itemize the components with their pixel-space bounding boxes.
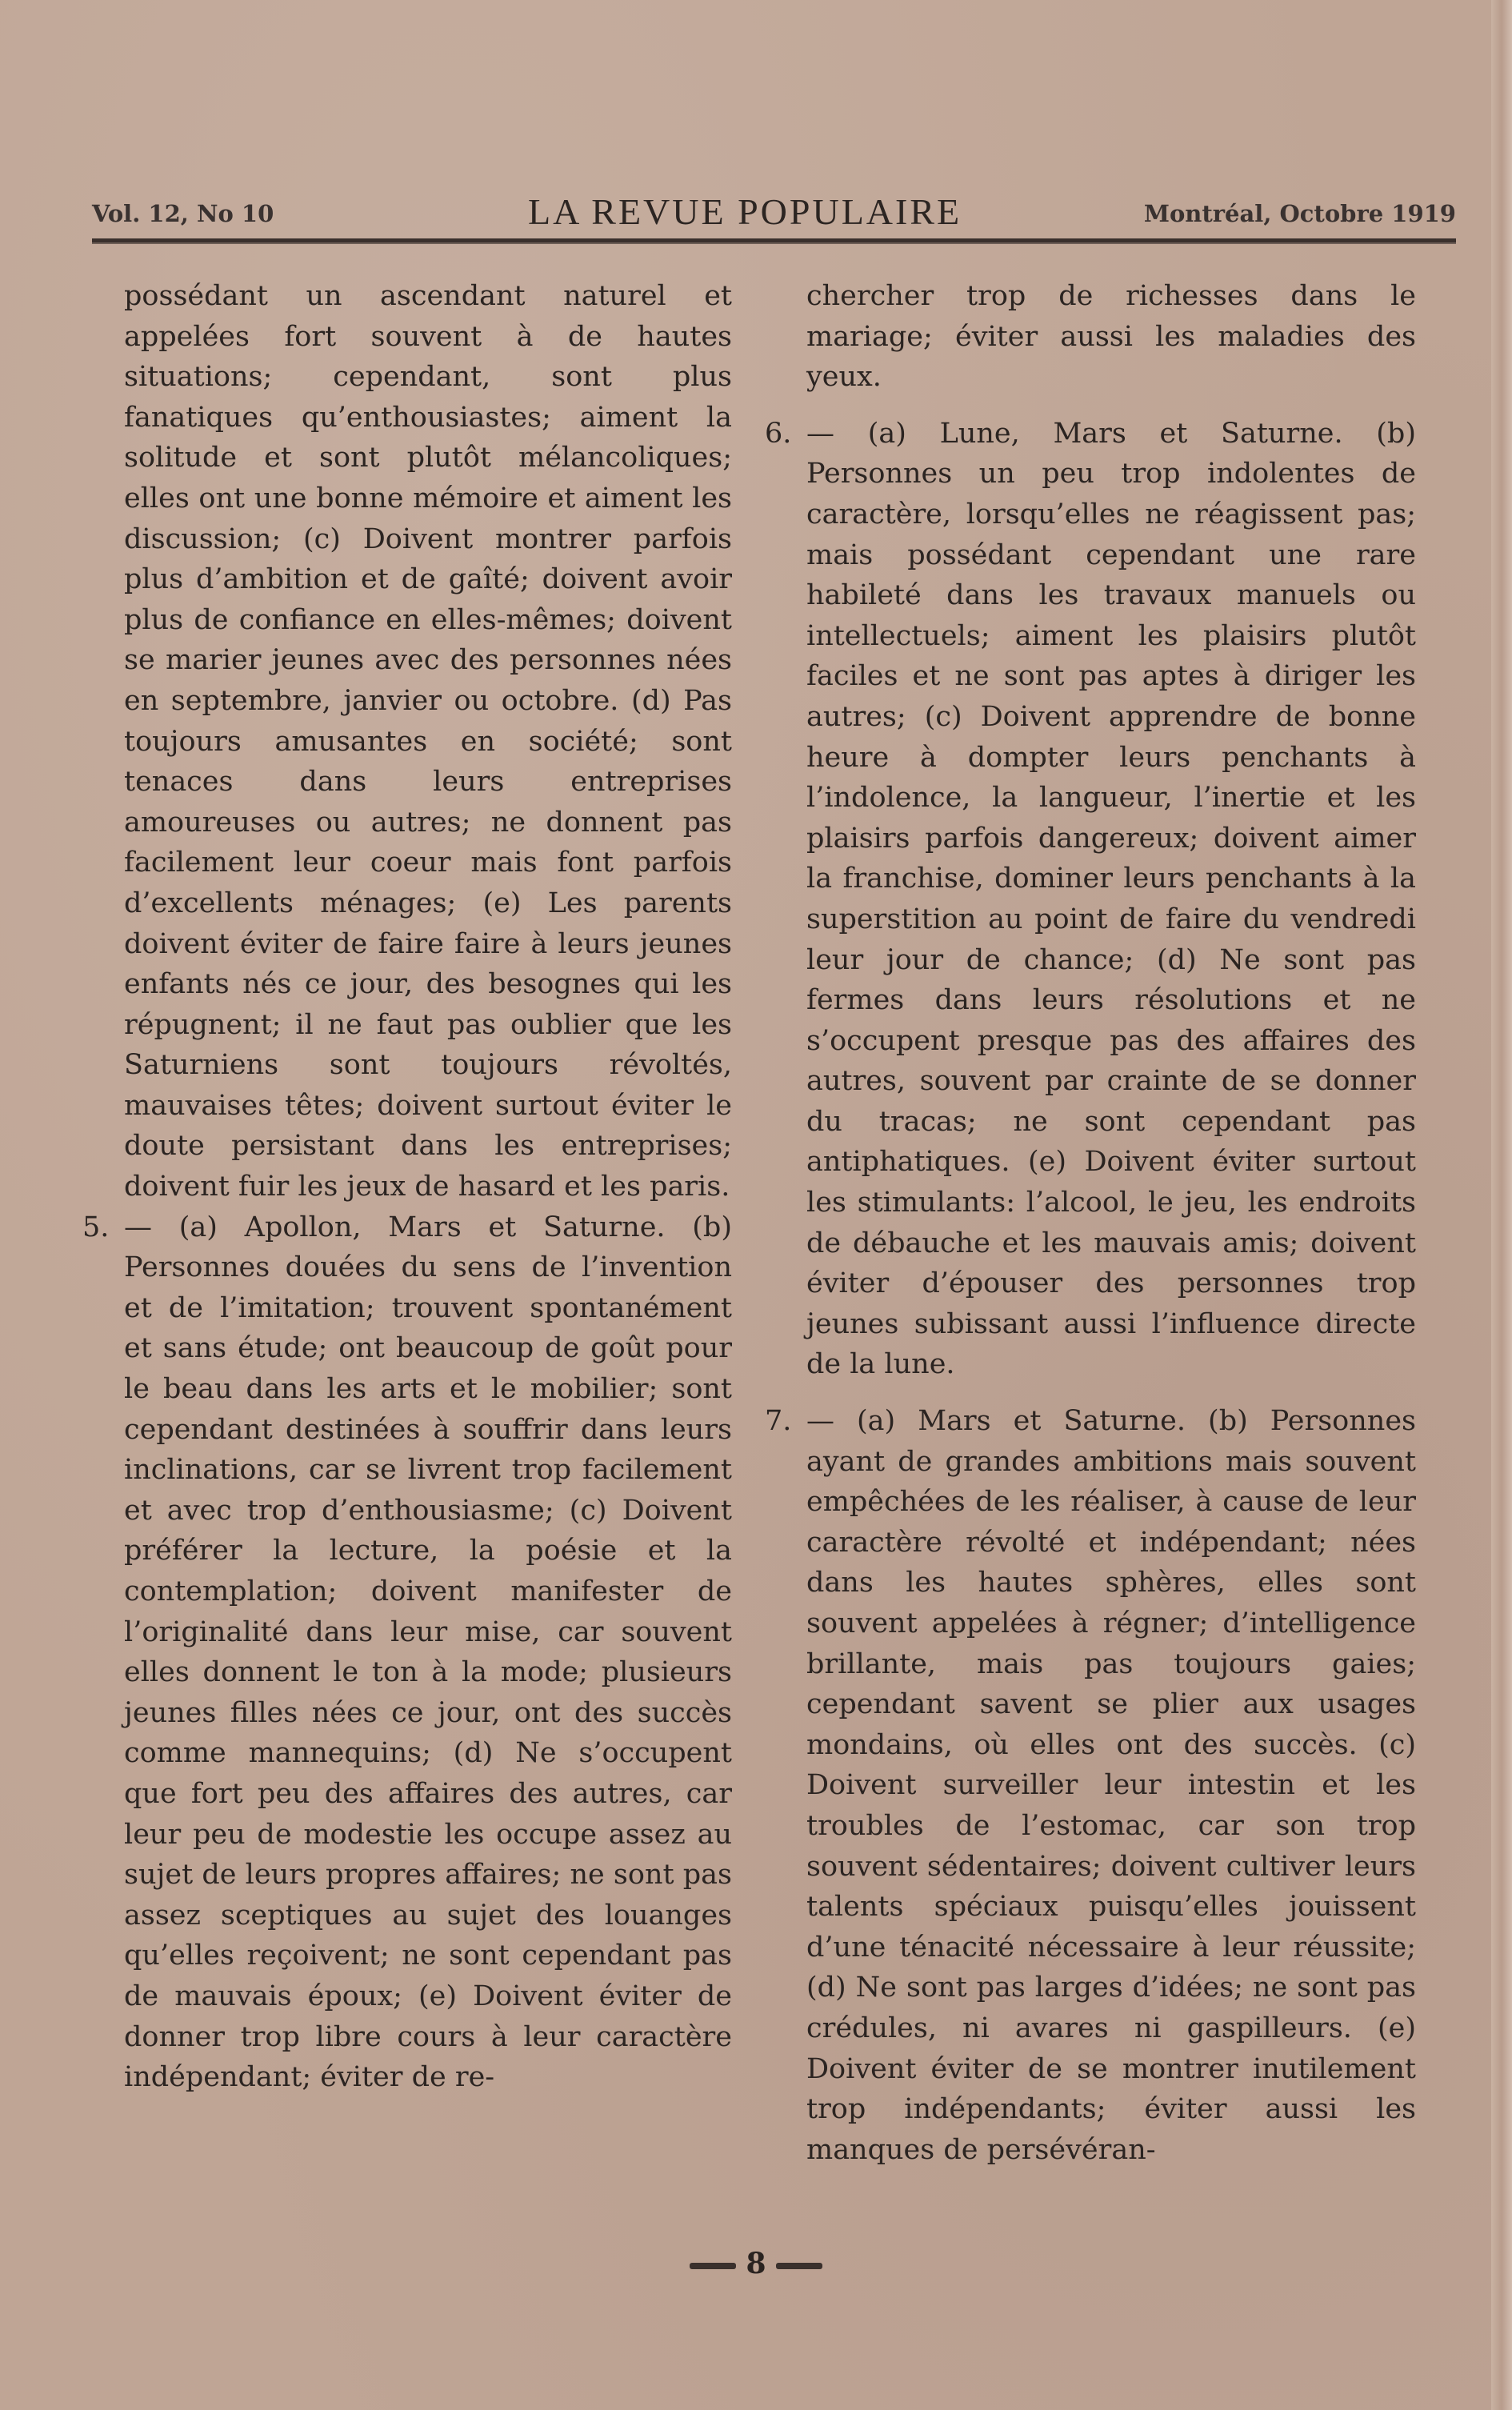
left-column bbox=[82, 276, 732, 2098]
entry-number: 5. bbox=[82, 1211, 110, 1243]
footer-ornament-right bbox=[776, 2263, 822, 2269]
page-footer bbox=[664, 2247, 848, 2287]
entry-6 bbox=[765, 414, 1416, 1385]
entry-7 bbox=[765, 1401, 1416, 2170]
entry-text: — (a) Mars et Saturne. (b) Personnes ayant de grandes ambitions mais souvent empêchées de les réaliser, à cause de leur caractère révolté et indépendant; nées dans les hautes sphères, elles sont souvent appelées à régner; d’intelligence brillante, mais pas toujours gaies; cependant savent se plier aux usages mondains, où elles ont des succès. (c) Doivent surveiller leur intestin et les troubles de l’estomac, car son trop souvent sédentaires; doivent cultiver leurs talents spéciaux puisqu’elles jouissent d’une ténacité nécessaire à leur réussite; (d) Ne sont pas larges d’idées; ne sont pas crédules, ni avares ni gaspilleurs. (e) Doivent éviter de se montrer inutilement trop indépendants; éviter aussi les manques de persévéran- bbox=[806, 1405, 1416, 2166]
publication-title: LA REVUE POPULAIRE bbox=[528, 191, 962, 232]
footer-ornament-left bbox=[690, 2263, 736, 2269]
right-column bbox=[765, 276, 1416, 2170]
header-rule bbox=[92, 238, 1456, 244]
issue-date: Montréal, Octobre 1919 bbox=[1143, 200, 1456, 227]
entry-5 bbox=[82, 1207, 732, 2098]
continuation-paragraph: chercher trop de richesses dans le mariage; éviter aussi les maladies des yeux. bbox=[806, 280, 1416, 394]
entry-text: — (a) Lune, Mars et Saturne. (b) Personnes un peu trop indolentes de caractère, lorsqu’elles ne réagissent pas; mais possédant cependant une rare habileté dans les travaux manuels ou intellectuels; aiment les plaisirs plutôt faciles et ne sont pas aptes à diriger les autres; (c) Doivent apprendre de bonne heure à dompter leurs penchants à l’indolence, la langueur, l’inertie et les plaisirs parfois dangereux; doivent aimer la franchise, dominer leurs penchants à la superstition au point de faire du vendredi leur jour de chance; (d) Ne sont pas fermes dans leurs résolutions et ne s’occupent presque pas des affaires des autres, souvent par crainte de se donner du tracas; ne sont cependant pas antiphatiques. (e) Doivent éviter surtout les stimulants: l’alcool, le jeu, les endroits de débauche et les mauvais amis; doivent éviter d’épouser des personnes trop jeunes subissant aussi l’influence directe de la lune. bbox=[806, 417, 1416, 1381]
volume-issue: Vol. 12, No 10 bbox=[92, 200, 274, 227]
entry-text: — (a) Apollon, Mars et Saturne. (b) Personnes douées du sens de l’invention et de l’imitation; trouvent spontanément et sans étude; ont beaucoup de goût pour le beau dans les arts et le mobilier; sont cependant destinées à souffrir dans leurs inclinations, car se livrent trop facilement et avec trop d’enthousiasme; (c) Doivent préférer la lecture, la poésie et la contemplation; doivent manifester de l’originalité dans leur mise, car souvent elles donnent le ton à la mode; plusieurs jeunes filles nées ce jour, ont des succès comme mannequins; (d) Ne s’occupent que fort peu des affaires des autres, car leur peu de modestie les occupe assez au sujet de leurs propres affaires; ne sont pas assez sceptiques au sujet des louanges qu’elles reçoivent; ne sont cependant pas de mauvais époux; (e) Doivent éviter de donner trop libre cours à leur caractère indépendant; éviter de re- bbox=[124, 1211, 732, 2094]
running-header bbox=[92, 190, 1456, 238]
entry-number: 7. bbox=[765, 1405, 792, 1438]
page-number: 8 bbox=[746, 2247, 766, 2280]
entry-number: 6. bbox=[765, 417, 792, 450]
page-edge bbox=[1491, 0, 1512, 2410]
continuation-paragraph: possédant un ascendant naturel et appelées fort souvent à de hautes situations; cependant, sont plus fanatiques qu’enthousiastes; aiment la solitude et sont plutôt mélancoliques; elles ont une bonne mémoire et aiment les discussion; (c) Doivent montrer parfois plus d’ambition et de gaîté; doivent avoir plus de confiance en elles-mêmes; doivent se marier jeunes avec des personnes nées en septembre, janvier ou octobre. (d) Pas toujours amusantes en société; sont tenaces dans leurs entreprises amoureuses ou autres; ne donnent pas facilement leur coeur mais font parfois d’excellents ménages; (e) Les parents doivent éviter de faire faire à leurs jeunes enfants nés ce jour, des besognes qui les répugnent; il ne faut pas oublier que les Saturniens sont toujours révoltés, mauvaises têtes; doivent surtout éviter le doute persistant dans les entreprises; doivent fuir les jeux de hasard et les paris. bbox=[124, 280, 732, 1203]
